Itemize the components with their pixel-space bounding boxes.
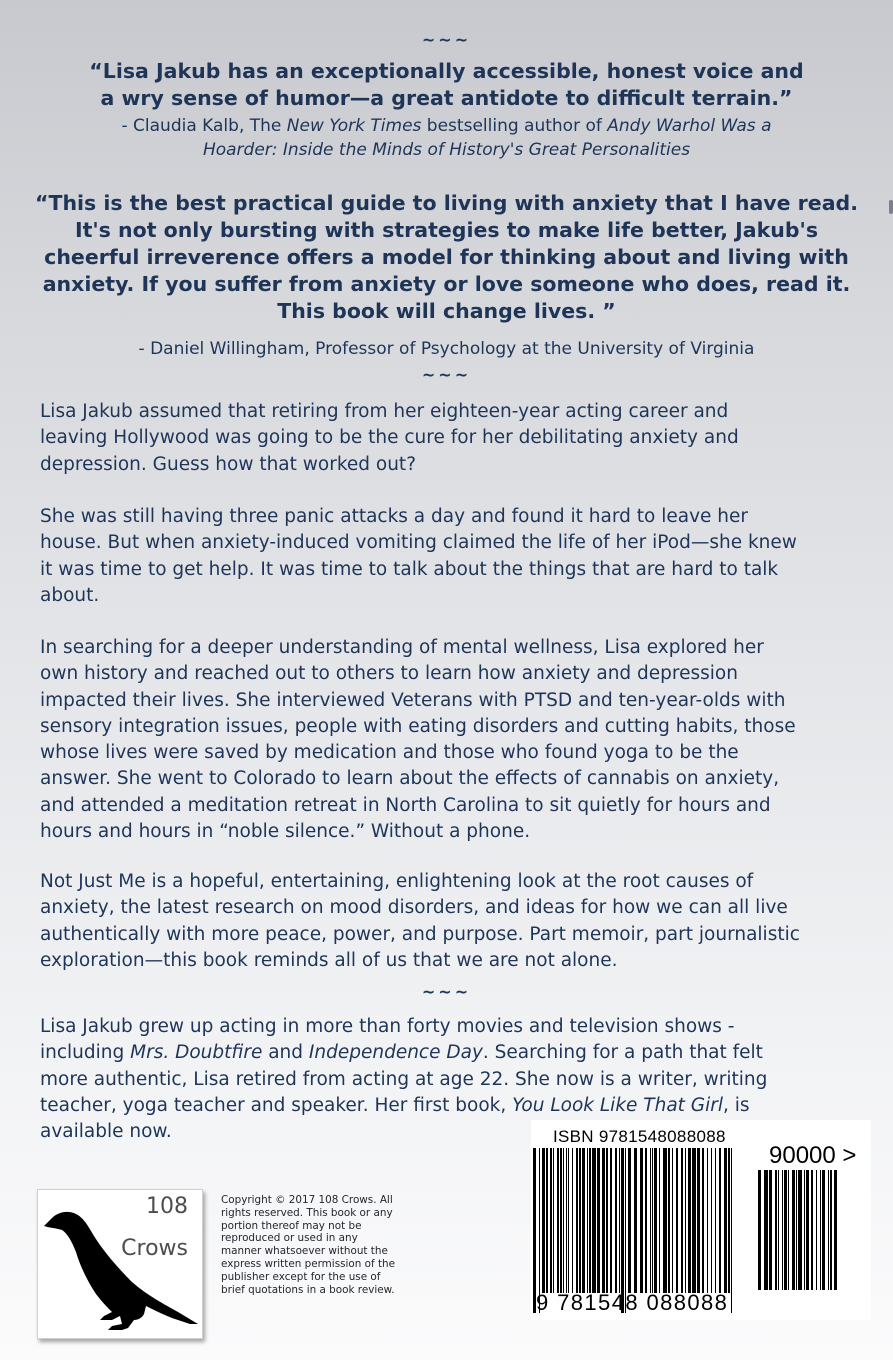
barcode-bar <box>796 1170 797 1290</box>
attribution-claudia-kalb <box>0 114 893 162</box>
addon-barcode-bars <box>756 1170 846 1320</box>
barcode-bar <box>758 1170 761 1290</box>
barcode-bar <box>702 1148 704 1293</box>
barcode-bar <box>621 1148 624 1313</box>
barcode-bar <box>672 1148 673 1293</box>
barcode-bar <box>533 1148 536 1313</box>
barcode-bar <box>711 1148 712 1293</box>
attribution-line: - Claudia Kalb, The New York Times bestselling author of Andy Warhol Was a <box>121 116 772 136</box>
barcode-bar <box>550 1148 552 1293</box>
barcode-bar <box>563 1148 564 1293</box>
quote-line: “This is the best practical guide to living with anxiety that I have read. <box>34 191 858 215</box>
barcode-bar <box>784 1170 787 1290</box>
barcode-bar <box>806 1170 809 1290</box>
logo-name: Crows <box>121 1236 188 1261</box>
barcode-bar <box>589 1148 591 1293</box>
description-paragraph-2: She was still having three panic attacks a day and found it hard to leave her house. But when anxiety-induced vomiting claimed the life of her iPod—she knew it was time to get help. It was time to talk about the things that are hard to talk about. <box>40 506 797 606</box>
barcode-bar <box>769 1170 772 1290</box>
barcode-bar <box>668 1148 670 1293</box>
barcode-bar <box>597 1148 600 1293</box>
barcode-bar <box>546 1148 548 1293</box>
barcode-bar <box>579 1148 581 1293</box>
publisher-logo <box>37 1189 203 1339</box>
barcode-bar <box>542 1148 545 1293</box>
barcode-bar <box>560 1148 562 1293</box>
barcode-bar <box>798 1170 802 1290</box>
barcode-bar <box>715 1148 716 1293</box>
quote-line: This book will change lives. ” <box>277 299 616 323</box>
barcode-bar <box>557 1148 559 1293</box>
barcode-bar <box>676 1148 678 1293</box>
attribution-daniel-willingham: - Daniel Willingham, Professor of Psychology at the University of Virginia <box>138 339 755 359</box>
barcode-bar <box>568 1148 569 1293</box>
barcode-bar <box>775 1170 777 1290</box>
barcode-bar <box>719 1148 721 1293</box>
barcode-bar <box>659 1148 660 1293</box>
barcode-bar <box>692 1148 696 1293</box>
barcode-bar <box>654 1148 657 1293</box>
barcode-bar <box>792 1170 795 1290</box>
barcode-bar <box>822 1170 825 1290</box>
isbn-barcode <box>531 1120 871 1320</box>
barcode-bar <box>830 1170 832 1290</box>
barcode-bar <box>553 1148 554 1293</box>
barcode-bar <box>663 1148 667 1293</box>
barcode-bar <box>566 1148 567 1293</box>
barcode-bar <box>606 1148 608 1293</box>
scrollbar-thumb[interactable] <box>889 200 893 214</box>
barcode-bar <box>587 1148 588 1293</box>
barcode-bar <box>645 1148 647 1293</box>
attribution-line: Hoarder: Inside the Minds of History's Great Personalities <box>202 140 691 160</box>
barcode-bar <box>728 1148 730 1293</box>
description-paragraph-4: Not Just Me is a hopeful, entertaining, enlightening look at the root causes of anxiety, the latest research on mood disorders, and ideas for how we can all live authentically with more peace, power, and purpose. Part memoir, part journalistic exploration—this book reminds all of us that we are not alone. <box>40 871 800 971</box>
quote-line: a wry sense of humor—a great antidote to difficult terrain.” <box>100 86 793 110</box>
barcode-bar <box>539 1148 540 1313</box>
barcode-bar <box>572 1148 573 1293</box>
barcode-bar <box>688 1148 691 1293</box>
barcode-bar <box>634 1148 637 1293</box>
quote-line: cheerful irreverence offers a model for thinking about and living with <box>44 245 849 269</box>
barcode-bar <box>782 1170 783 1290</box>
barcode-bar <box>640 1148 643 1293</box>
barcode-bar <box>592 1148 596 1293</box>
barcode-bar <box>582 1148 585 1293</box>
quote-line: It's not only bursting with strategies to make life better, Jakub's <box>74 218 819 242</box>
barcode-bar <box>724 1148 727 1293</box>
description-paragraph-1: Lisa Jakub assumed that retiring from her eighteen-year acting career and leaving Hollywood was going to be the cure for her debilitating anxiety and depression. Guess how that worked out? <box>40 401 739 475</box>
barcode-bar <box>816 1170 817 1290</box>
logo-number: 108 <box>146 1194 188 1219</box>
barcode-bar <box>820 1170 821 1290</box>
barcode-bar <box>625 1148 626 1313</box>
barcode-digits: 9 781548 088088 <box>536 1290 729 1315</box>
barcode-bar <box>707 1148 708 1293</box>
separator-top: ~~~ <box>421 30 472 49</box>
isbn-label: ISBN 9781548088088 <box>553 1127 726 1146</box>
barcode-bar <box>778 1170 779 1290</box>
barcode-bar <box>650 1148 651 1293</box>
quote-claudia-kalb <box>0 58 893 112</box>
quote-line: “Lisa Jakub has an exceptionally accessible, honest voice and <box>89 59 804 83</box>
separator-lower: ~~~ <box>421 982 472 1001</box>
quote-daniel-willingham <box>0 190 893 325</box>
barcode-bar <box>697 1148 700 1293</box>
barcode-bar <box>685 1148 686 1293</box>
barcode-bar <box>615 1148 617 1293</box>
barcode-bar <box>788 1170 789 1290</box>
barcode-bar <box>681 1148 683 1293</box>
separator-middle: ~~~ <box>421 365 472 384</box>
description-paragraph-3: In searching for a deeper understanding of mental wellness, Lisa explored her own history and reached out to others to learn how anxiety and depression impacted their lives. She interviewed Veterans with PTSD and ten-year-olds with sensory integration issues, people with eating disorders and cutting habits, those whose lives were saved by medication and those who found yoga to be the answer. She went to Colorado to learn about the effects of cannabis on anxiety, and attended a meditation retreat in North Carolina to sit quietly for hours and hours and hours in “noble silence.” Without a phone. <box>40 637 796 843</box>
barcode-bar <box>811 1170 813 1290</box>
barcode-bar <box>610 1148 612 1293</box>
barcode-bar <box>834 1170 837 1290</box>
barcode-bar <box>804 1170 805 1290</box>
quote-line: anxiety. If you suffer from anxiety or love someone who does, read it. <box>42 272 851 296</box>
barcode-bar <box>619 1148 620 1293</box>
copyright-notice: Copyright © 2017 108 Crows. All rights reserved. This book or any portion thereof may not be reproduced or used in any manner whatsoever without the express written permission of the publisher except for the use of brief quotations in a book review. <box>221 1194 396 1296</box>
barcode-bar <box>731 1148 732 1313</box>
barcode-bar <box>576 1148 578 1293</box>
author-bio: Lisa Jakub grew up acting in more than forty movies and television shows - including Mrs. Doubtfire and Independence Day. Searching for a path that felt more authentic, Lisa retired from acting at age 22. She now is a writer, writing teacher, yoga teacher and speaker. Her first book, You Look Like That Girl, is available now. <box>40 1016 768 1143</box>
barcode-bar <box>652 1148 653 1293</box>
price-code: 90000 > <box>769 1142 857 1169</box>
barcode-bar <box>628 1148 631 1293</box>
barcode-bar <box>764 1170 768 1290</box>
barcode-bar <box>602 1148 605 1293</box>
barcode-bar <box>828 1170 829 1290</box>
